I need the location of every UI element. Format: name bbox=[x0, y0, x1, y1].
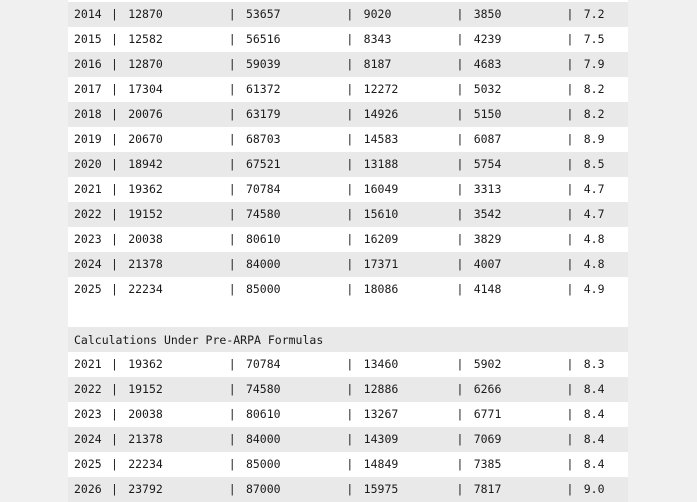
cell-year: 2025 bbox=[74, 282, 102, 296]
cell-separator: | bbox=[110, 82, 118, 96]
cell-col2: 61372 bbox=[245, 82, 281, 96]
cell-col1: 12870 bbox=[128, 57, 163, 71]
cell-col1: 20038 bbox=[128, 407, 163, 421]
cell-col4: 6266 bbox=[473, 382, 502, 396]
cell-separator: | bbox=[228, 57, 236, 71]
cell-separator: | bbox=[456, 482, 464, 496]
cell-separator: | bbox=[228, 432, 236, 446]
cell-col4: 4683 bbox=[473, 57, 502, 71]
cell-separator: | bbox=[456, 32, 464, 46]
cell-separator: | bbox=[566, 132, 574, 146]
cell-year: 2018 bbox=[74, 107, 102, 121]
cell-separator: | bbox=[456, 7, 464, 21]
cell-separator: | bbox=[456, 257, 464, 271]
cell-col2: 85000 bbox=[245, 457, 281, 471]
cell-year: 2025 bbox=[74, 457, 102, 471]
cell-separator: | bbox=[566, 107, 574, 121]
cell-col4: 5032 bbox=[473, 82, 502, 96]
table-row bbox=[68, 452, 628, 477]
table-row bbox=[68, 377, 628, 402]
cell-separator: | bbox=[566, 32, 574, 46]
cell-year: 2024 bbox=[74, 432, 102, 446]
cell-year: 2017 bbox=[74, 82, 102, 96]
cell-separator: | bbox=[456, 107, 464, 121]
cell-col5: 4.8 bbox=[583, 232, 605, 246]
cell-col5: 4.8 bbox=[583, 257, 605, 271]
cell-col1: 19152 bbox=[128, 207, 163, 221]
cell-separator: | bbox=[110, 7, 118, 21]
cell-col3: 16209 bbox=[363, 232, 399, 246]
table-row bbox=[68, 402, 628, 427]
table-row bbox=[68, 77, 628, 102]
cell-separator: | bbox=[110, 357, 118, 371]
document-page bbox=[68, 0, 628, 496]
cell-separator: | bbox=[228, 382, 236, 396]
cell-col4: 7385 bbox=[473, 457, 502, 471]
cell-separator: | bbox=[228, 257, 236, 271]
cell-separator: | bbox=[228, 457, 236, 471]
cell-separator: | bbox=[228, 132, 236, 146]
cell-col2: 70784 bbox=[245, 357, 281, 371]
cell-col3: 8187 bbox=[363, 57, 392, 71]
cell-separator: | bbox=[566, 157, 574, 171]
cell-col5: 7.2 bbox=[583, 7, 605, 21]
cell-separator: | bbox=[456, 232, 464, 246]
cell-col5: 4.9 bbox=[583, 282, 605, 296]
cell-col1: 12870 bbox=[128, 7, 163, 21]
cell-col1: 23792 bbox=[128, 482, 163, 496]
cell-col1: 20038 bbox=[128, 232, 163, 246]
cell-col4: 3850 bbox=[473, 7, 502, 21]
cell-col3: 14849 bbox=[363, 457, 399, 471]
cell-separator: | bbox=[110, 282, 118, 296]
cell-separator: | bbox=[456, 432, 464, 446]
cell-separator: | bbox=[566, 482, 574, 496]
cell-col2: 84000 bbox=[245, 432, 281, 446]
cell-year: 2021 bbox=[74, 182, 102, 196]
table-row bbox=[68, 202, 628, 227]
cell-col3: 14309 bbox=[363, 432, 399, 446]
cell-col2: 80610 bbox=[245, 407, 281, 421]
section-title: Calculations Under Pre-ARPA Formulas bbox=[68, 327, 628, 352]
table-row bbox=[68, 2, 628, 27]
cell-col1: 19362 bbox=[128, 357, 163, 371]
cell-col4: 3829 bbox=[473, 232, 502, 246]
table-row bbox=[68, 127, 628, 152]
cell-separator: | bbox=[566, 282, 574, 296]
cell-col2: 63179 bbox=[245, 107, 281, 121]
cell-col5: 7.5 bbox=[583, 32, 605, 46]
cell-col5: 8.5 bbox=[583, 157, 605, 171]
cell-year: 2021 bbox=[74, 357, 102, 371]
cell-col1: 19152 bbox=[128, 382, 163, 396]
cell-col4: 7069 bbox=[473, 432, 502, 446]
cell-separator: | bbox=[228, 407, 236, 421]
cell-separator: | bbox=[456, 132, 464, 146]
cell-col5: 8.4 bbox=[583, 432, 605, 446]
cell-col5: 8.3 bbox=[583, 357, 605, 371]
cell-separator: | bbox=[110, 457, 118, 471]
cell-col5: 8.4 bbox=[583, 457, 605, 471]
data-table bbox=[68, 0, 628, 502]
cell-separator: | bbox=[456, 357, 464, 371]
table-row bbox=[68, 152, 628, 177]
cell-year: 2022 bbox=[74, 207, 102, 221]
table-row bbox=[68, 427, 628, 452]
cell-col2: 87000 bbox=[245, 482, 281, 496]
cell-col3: 13460 bbox=[363, 357, 399, 371]
cell-col5: 8.4 bbox=[583, 407, 605, 421]
table-row bbox=[68, 27, 628, 52]
cell-col3: 9020 bbox=[363, 7, 392, 21]
cell-separator: | bbox=[456, 382, 464, 396]
cell-year: 2020 bbox=[74, 157, 102, 171]
cell-col4: 5754 bbox=[473, 157, 502, 171]
cell-separator: | bbox=[566, 382, 574, 396]
cell-col3: 16049 bbox=[363, 182, 399, 196]
cell-col4: 4239 bbox=[473, 32, 502, 46]
cell-col2: 59039 bbox=[245, 57, 281, 71]
cell-col1: 19362 bbox=[128, 182, 163, 196]
cell-col2: 84000 bbox=[245, 257, 281, 271]
cell-col1: 22234 bbox=[128, 282, 163, 296]
table-row bbox=[68, 177, 628, 202]
cell-separator: | bbox=[228, 482, 236, 496]
cell-separator: | bbox=[566, 182, 574, 196]
cell-col4: 6771 bbox=[473, 407, 502, 421]
cell-separator: | bbox=[566, 257, 574, 271]
cell-separator: | bbox=[566, 407, 574, 421]
cell-separator: | bbox=[346, 82, 354, 96]
cell-separator: | bbox=[456, 82, 464, 96]
cell-col1: 21378 bbox=[128, 432, 163, 446]
cell-year: 2026 bbox=[74, 482, 102, 496]
cell-separator: | bbox=[346, 357, 354, 371]
cell-separator: | bbox=[456, 457, 464, 471]
table-row bbox=[68, 52, 628, 77]
cell-col3: 14926 bbox=[363, 107, 399, 121]
cell-separator: | bbox=[346, 282, 354, 296]
cell-year: 2019 bbox=[74, 132, 102, 146]
cell-separator: | bbox=[346, 232, 354, 246]
cell-col1: 20670 bbox=[128, 132, 163, 146]
cell-col3: 13188 bbox=[363, 157, 399, 171]
cell-separator: | bbox=[346, 157, 354, 171]
cell-separator: | bbox=[346, 132, 354, 146]
cell-col4: 4007 bbox=[473, 257, 502, 271]
table-row bbox=[68, 252, 628, 277]
cell-separator: | bbox=[456, 157, 464, 171]
cell-separator: | bbox=[110, 207, 118, 221]
cell-col4: 7817 bbox=[473, 482, 502, 496]
cell-separator: | bbox=[110, 57, 118, 71]
cell-year: 2016 bbox=[74, 57, 102, 71]
cell-separator: | bbox=[346, 407, 354, 421]
cell-col2: 74580 bbox=[245, 207, 281, 221]
cell-separator: | bbox=[456, 282, 464, 296]
cell-col4: 3313 bbox=[473, 182, 502, 196]
cell-separator: | bbox=[228, 157, 236, 171]
cell-separator: | bbox=[346, 432, 354, 446]
cell-separator: | bbox=[566, 82, 574, 96]
cell-col1: 21378 bbox=[128, 257, 163, 271]
table-row bbox=[68, 227, 628, 252]
cell-col4: 5902 bbox=[473, 357, 502, 371]
cell-col3: 12272 bbox=[363, 82, 399, 96]
cell-col3: 13267 bbox=[363, 407, 399, 421]
cell-separator: | bbox=[228, 182, 236, 196]
cell-col5: 4.7 bbox=[583, 182, 605, 196]
cell-col4: 4148 bbox=[473, 282, 502, 296]
cell-col2: 80610 bbox=[245, 232, 281, 246]
cell-separator: | bbox=[566, 207, 574, 221]
cell-separator: | bbox=[228, 357, 236, 371]
cell-separator: | bbox=[456, 182, 464, 196]
cell-year: 2014 bbox=[74, 7, 102, 21]
cell-col1: 22234 bbox=[128, 457, 163, 471]
cell-separator: | bbox=[566, 7, 574, 21]
cell-col2: 67521 bbox=[245, 157, 281, 171]
cell-col5: 8.4 bbox=[583, 382, 605, 396]
cell-separator: | bbox=[110, 157, 118, 171]
cell-year: 2022 bbox=[74, 382, 102, 396]
cell-col4: 3542 bbox=[473, 207, 502, 221]
cell-col1: 12582 bbox=[128, 32, 163, 46]
cell-separator: | bbox=[346, 57, 354, 71]
cell-separator: | bbox=[110, 32, 118, 46]
cell-separator: | bbox=[346, 32, 354, 46]
cell-separator: | bbox=[346, 107, 354, 121]
cell-year: 2023 bbox=[74, 407, 102, 421]
cell-separator: | bbox=[566, 232, 574, 246]
cell-separator: | bbox=[228, 7, 236, 21]
cell-col2: 85000 bbox=[245, 282, 281, 296]
cell-separator: | bbox=[110, 182, 118, 196]
cell-col1: 20076 bbox=[128, 107, 163, 121]
cell-col3: 8343 bbox=[363, 32, 392, 46]
cell-separator: | bbox=[346, 382, 354, 396]
cell-separator: | bbox=[110, 382, 118, 396]
cell-col1: 17304 bbox=[128, 82, 163, 96]
cell-separator: | bbox=[110, 257, 118, 271]
table-row bbox=[68, 277, 628, 302]
cell-col5: 7.9 bbox=[583, 57, 605, 71]
cell-col5: 9.0 bbox=[583, 482, 605, 496]
cell-col2: 68703 bbox=[245, 132, 281, 146]
cell-separator: | bbox=[110, 407, 118, 421]
cell-separator: | bbox=[228, 207, 236, 221]
cell-separator: | bbox=[228, 82, 236, 96]
cell-separator: | bbox=[110, 132, 118, 146]
cell-separator: | bbox=[456, 207, 464, 221]
cell-separator: | bbox=[110, 432, 118, 446]
cell-separator: | bbox=[346, 257, 354, 271]
cell-separator: | bbox=[566, 357, 574, 371]
cell-separator: | bbox=[110, 482, 118, 496]
cell-separator: | bbox=[566, 57, 574, 71]
cell-year: 2023 bbox=[74, 232, 102, 246]
cell-separator: | bbox=[566, 432, 574, 446]
cell-separator: | bbox=[456, 407, 464, 421]
cell-year: 2024 bbox=[74, 257, 102, 271]
table-row bbox=[68, 352, 628, 377]
section-gap bbox=[68, 302, 628, 327]
cell-separator: | bbox=[346, 207, 354, 221]
table-row bbox=[68, 102, 628, 127]
cell-separator: | bbox=[346, 7, 354, 21]
cell-separator: | bbox=[346, 482, 354, 496]
cell-col4: 5150 bbox=[473, 107, 502, 121]
cell-col3: 15610 bbox=[363, 207, 399, 221]
cell-col2: 74580 bbox=[245, 382, 281, 396]
cell-col3: 15975 bbox=[363, 482, 399, 496]
cell-separator: | bbox=[566, 457, 574, 471]
cell-col2: 53657 bbox=[245, 7, 281, 21]
cell-col5: 8.2 bbox=[583, 107, 605, 121]
cell-separator: | bbox=[228, 32, 236, 46]
cell-col2: 70784 bbox=[245, 182, 281, 196]
cell-separator: | bbox=[228, 282, 236, 296]
cell-separator: | bbox=[346, 182, 354, 196]
cell-col3: 17371 bbox=[363, 257, 399, 271]
cell-separator: | bbox=[228, 107, 236, 121]
cell-col5: 4.7 bbox=[583, 207, 605, 221]
cell-col3: 12886 bbox=[363, 382, 399, 396]
cell-col3: 14583 bbox=[363, 132, 399, 146]
cell-year: 2015 bbox=[74, 32, 102, 46]
cell-col5: 8.9 bbox=[583, 132, 605, 146]
table-row bbox=[68, 477, 628, 502]
cell-col2: 56516 bbox=[245, 32, 281, 46]
cell-col3: 18086 bbox=[363, 282, 399, 296]
cell-separator: | bbox=[110, 107, 118, 121]
cell-col5: 8.2 bbox=[583, 82, 605, 96]
cell-col1: 18942 bbox=[128, 157, 163, 171]
cell-separator: | bbox=[110, 232, 118, 246]
cell-separator: | bbox=[456, 57, 464, 71]
cell-separator: | bbox=[228, 232, 236, 246]
cell-col4: 6087 bbox=[473, 132, 502, 146]
cell-separator: | bbox=[346, 457, 354, 471]
